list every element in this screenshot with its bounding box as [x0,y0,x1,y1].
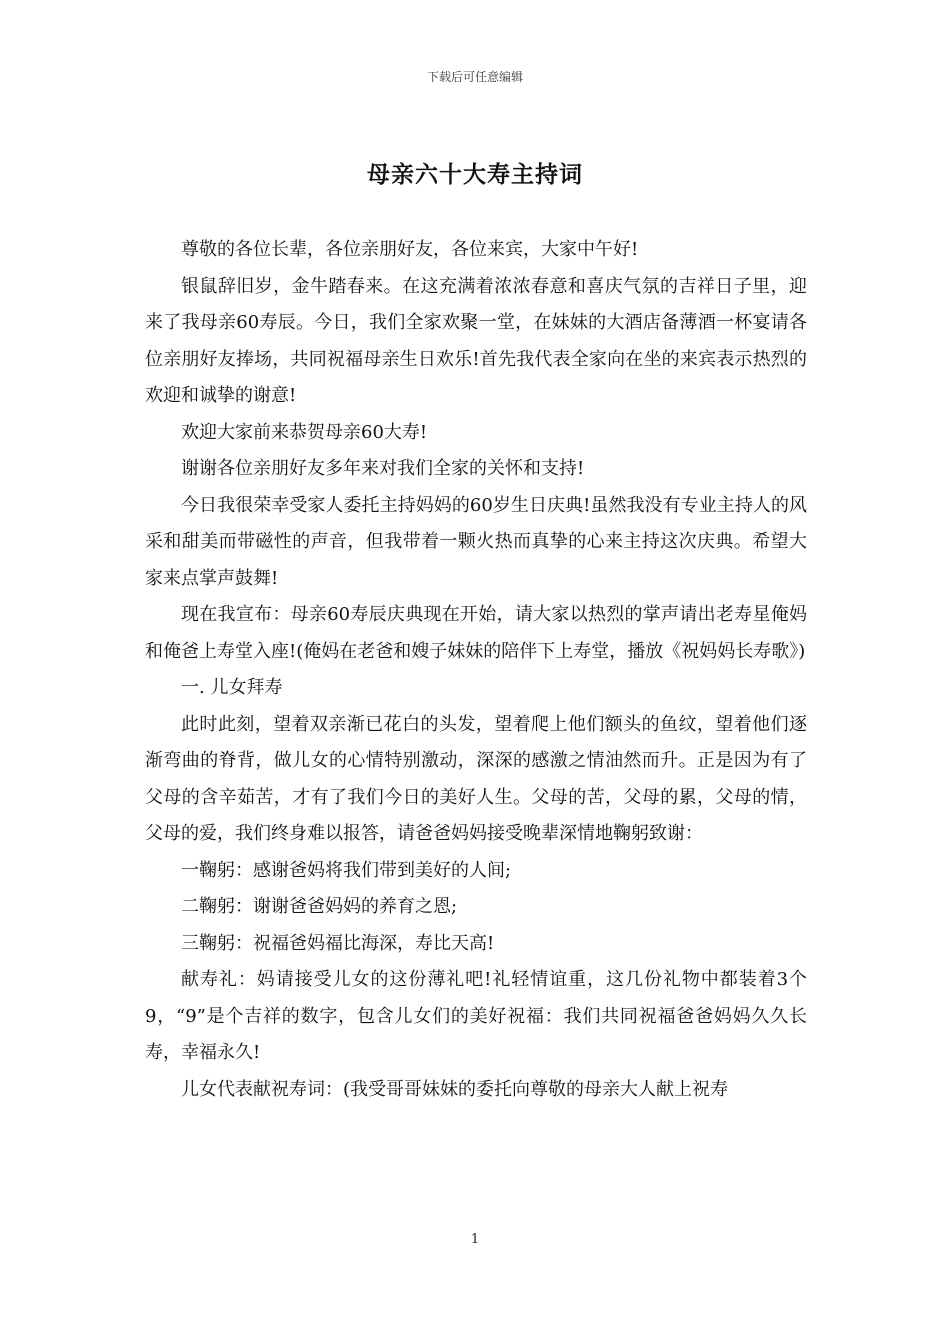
paragraph-bow-3: 三鞠躬：祝福爸妈福比海深，寿比天高! [181,932,495,954]
paragraph-bow-1: 一鞠躬：感谢爸妈将我们带到美好的人间; [181,859,512,881]
page-number: 1 [470,1232,480,1247]
paragraph-speech: 儿女代表献祝寿词：(我受哥哥妹妹的委托向尊敬的母亲大人献上祝寿 [181,1078,729,1100]
paragraph-thanks: 谢谢各位亲朋好友多年来对我们全家的关怀和支持! [181,458,585,479]
section-heading: 一. 儿女拜寿 [181,677,283,698]
paragraph-greeting: 尊敬的各位长辈，各位亲朋好友，各位来宾，大家中午好! [181,239,639,260]
header-note: 下载后可任意编辑 [426,70,523,84]
document-title: 母亲六十大寿主持词 [367,161,583,188]
document-body [145,232,807,1108]
paragraph-host-intro: 今日我很荣幸受家人委托主持妈妈的60岁生日庆典!虽然我没有专业主持人的风采和甜美而带磁性的声音，但我带着一颗火热而真挚的心来主持这次庆典。希望大家来点掌声鼓舞! [145,494,807,589]
paragraph-tribute: 此时此刻，望着双亲渐已花白的头发，望着爬上他们额头的鱼纹，望着他们逐渐弯曲的脊背，做儿女的心情特别激动，深深的感激之情油然而升。正是因为有了父母的含辛茹苦，才有了我们今日的美好人生。父母的苦，父母的累，父母的情，父母的爱，我们终身难以报答，请爸爸妈妈接受晚辈深情地鞠躬致谢： [145,713,807,844]
paragraph-welcome: 欢迎大家前来恭贺母亲60大寿! [181,421,428,443]
paragraph-gift: 献寿礼：妈请接受儿女的这份薄礼吧!礼轻情谊重，这几份礼物中都装着3个9，“9”是个吉祥的数字，包含儿女们的美好祝福：我们共同祝福爸爸妈妈久久长寿，幸福永久! [145,969,807,1063]
paragraph-bow-2: 二鞠躬：谢谢爸爸妈妈的养育之恩; [181,896,458,917]
paragraph-announcement: 现在我宣布：母亲60寿辰庆典现在开始，请大家以热烈的掌声请出老寿星俺妈和俺爸上寿堂入座!(俺妈在老爸和嫂子妹妹的陪伴下上寿堂，播放《祝妈妈长寿歌》) [145,604,807,662]
paragraph-opening: 银鼠辞旧岁，金牛踏春来。在这充满着浓浓春意和喜庆气氛的吉祥日子里，迎来了我母亲60寿辰。今日，我们全家欢聚一堂，在妹妹的大酒店备薄酒一杯宴请各位亲朋好友捧场，共同祝福母亲生日欢乐!首先我代表全家向在坐的来宾表示热烈的欢迎和诚挚的谢意! [145,275,807,406]
